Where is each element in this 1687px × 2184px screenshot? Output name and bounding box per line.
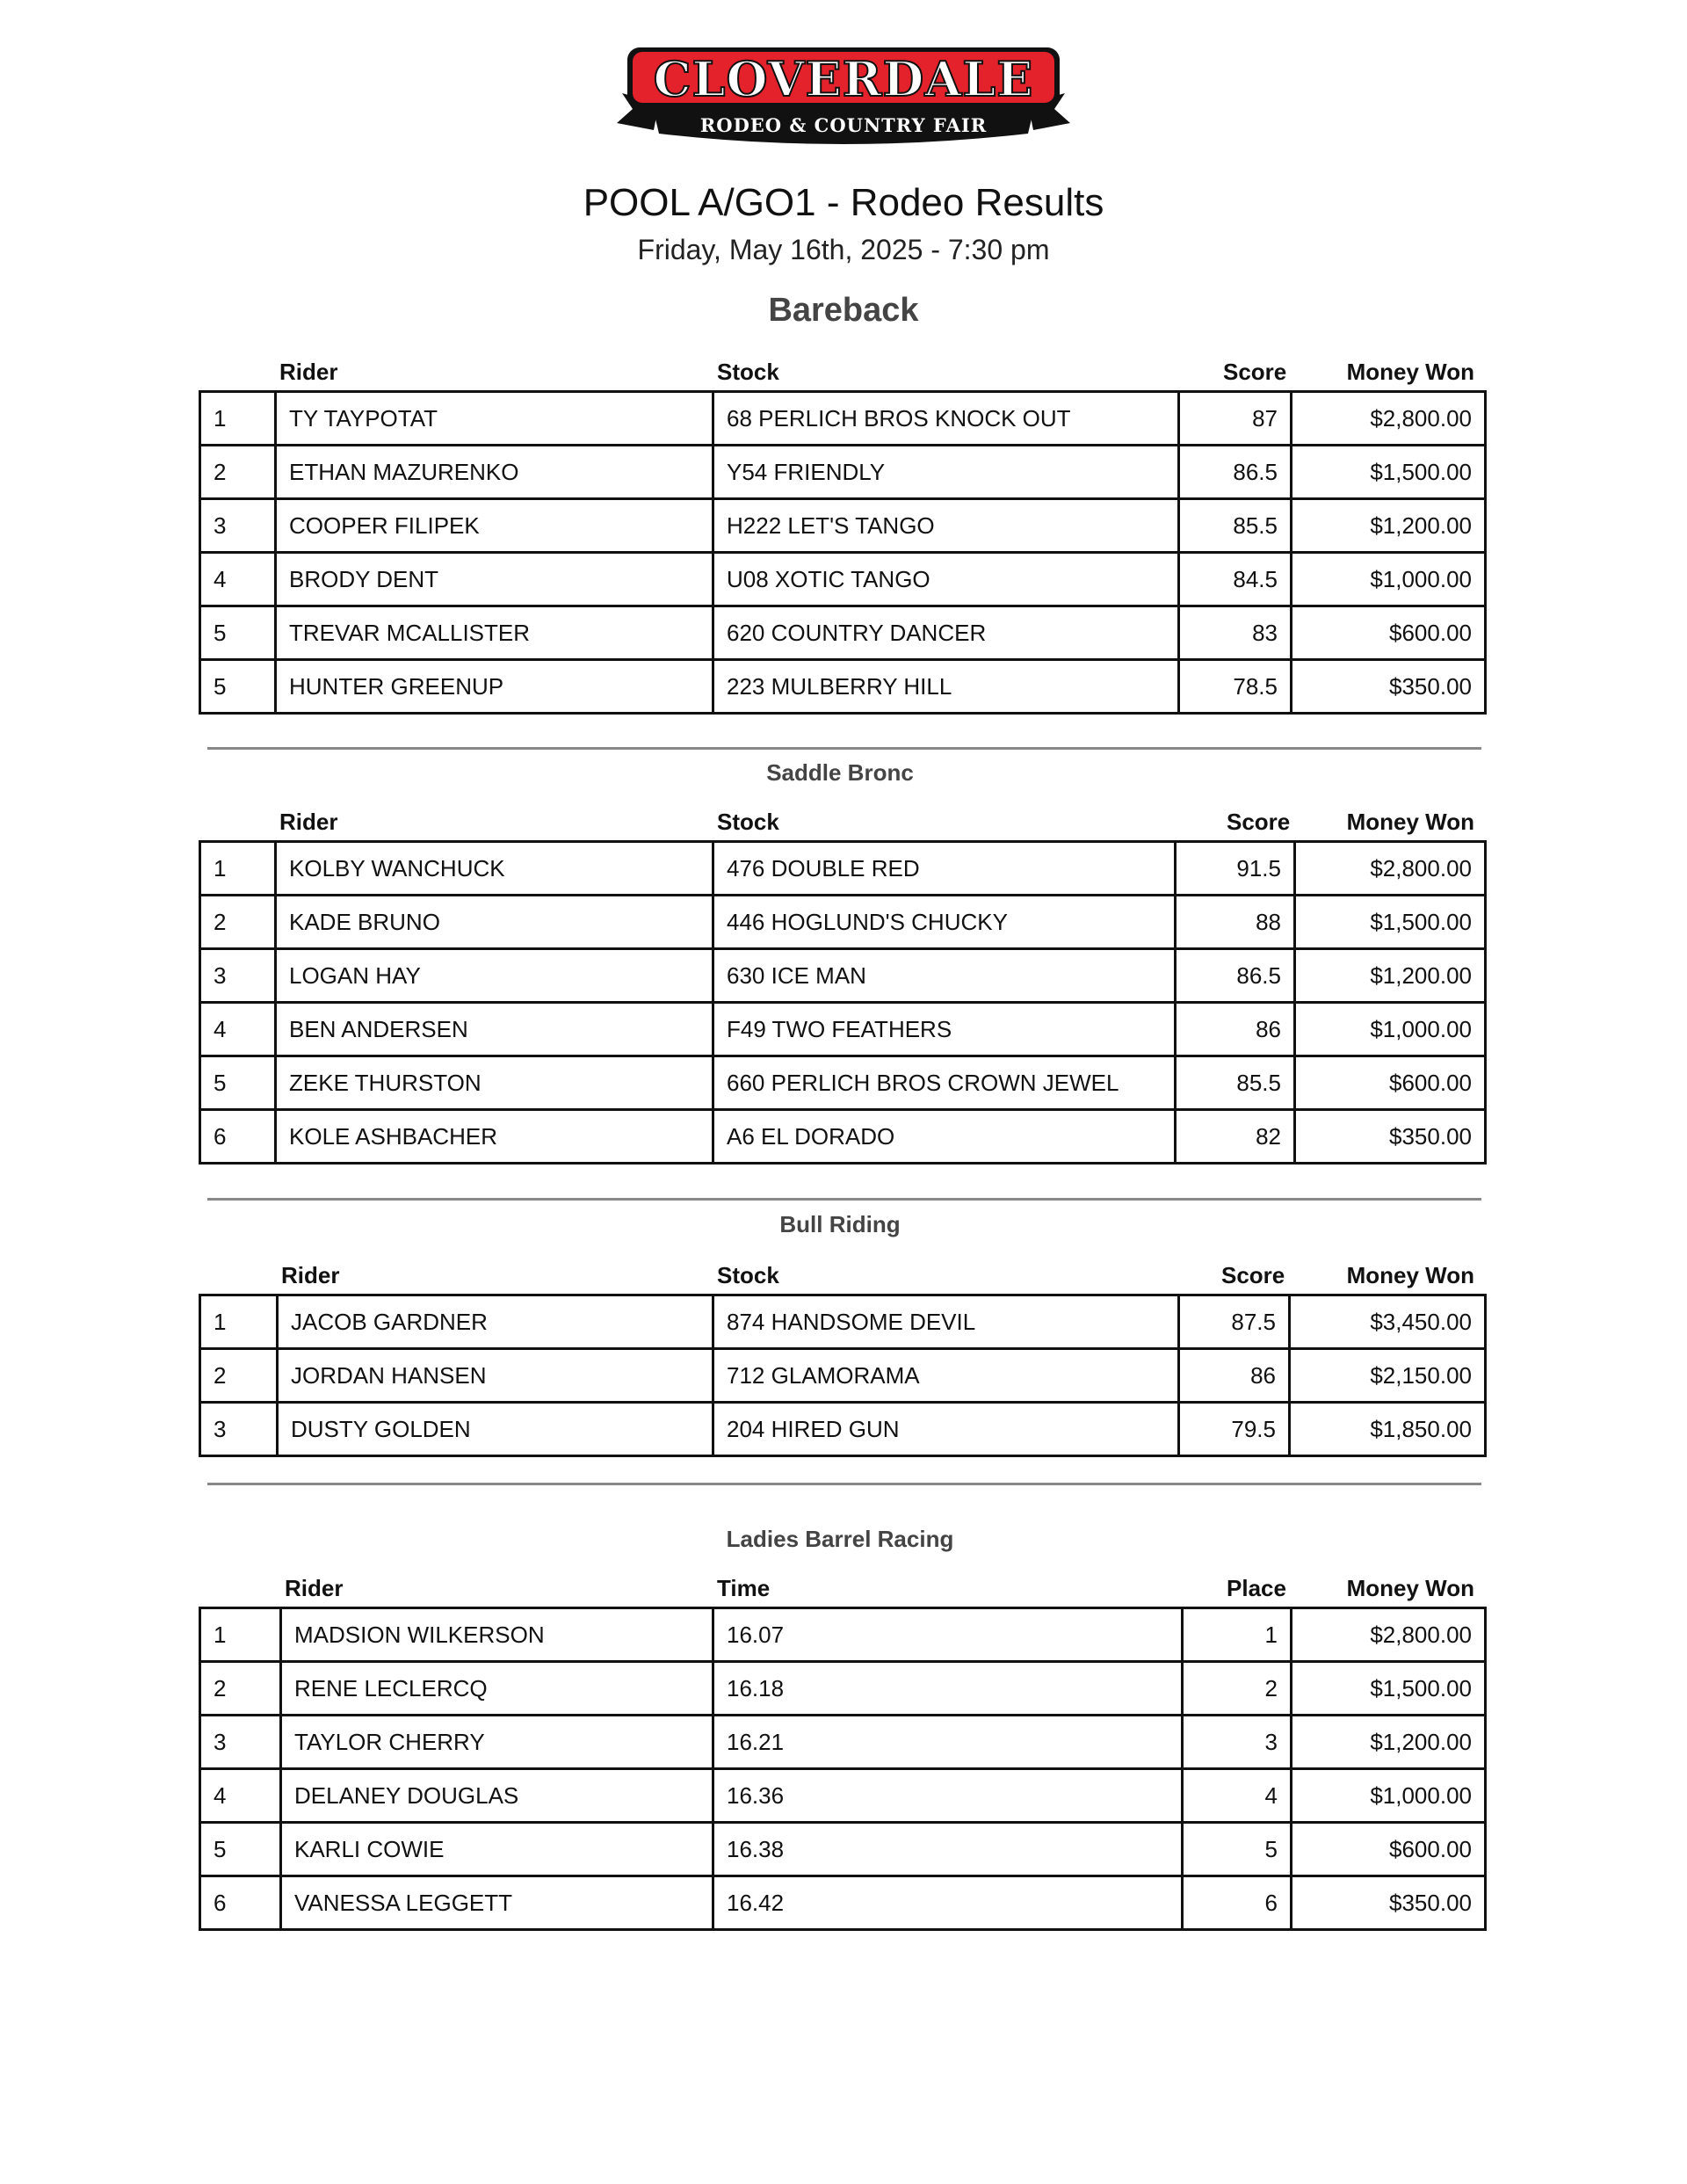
table-row xyxy=(200,1003,1486,1056)
col-score: Score xyxy=(1227,809,1291,835)
money-cell: $1,500.00 xyxy=(1295,896,1486,949)
rider-cell: KADE BRUNO xyxy=(276,896,713,949)
bareback-header xyxy=(199,359,1481,394)
stock-cell: H222 LET'S TANGO xyxy=(713,499,1179,553)
money-cell: $600.00 xyxy=(1295,1056,1486,1110)
place-cell: 1 xyxy=(200,1295,278,1349)
place-cell: 3 xyxy=(200,949,276,1003)
place-cell: 6 xyxy=(1183,1876,1292,1930)
stock-cell: 476 DOUBLE RED xyxy=(713,842,1176,896)
time-cell: 16.38 xyxy=(713,1823,1183,1876)
rider-cell: BEN ANDERSEN xyxy=(276,1003,713,1056)
col-rider: Rider xyxy=(279,809,338,835)
col-money: Money Won xyxy=(1346,809,1474,835)
saddle-bronc-header xyxy=(199,809,1481,844)
section-title-saddle-bronc: Saddle Bronc xyxy=(766,759,914,786)
stock-cell: 712 GLAMORAMA xyxy=(713,1349,1179,1403)
score-cell: 86 xyxy=(1176,1003,1295,1056)
rider-cell: LOGAN HAY xyxy=(276,949,713,1003)
time-cell: 16.36 xyxy=(713,1769,1183,1823)
rank-cell: 5 xyxy=(200,1823,281,1876)
rider-cell: HUNTER GREENUP xyxy=(276,660,713,714)
section-title-bareback: Bareback xyxy=(768,292,919,329)
money-cell: $600.00 xyxy=(1292,1823,1486,1876)
money-cell: $2,800.00 xyxy=(1292,1608,1486,1662)
divider xyxy=(207,1198,1481,1201)
rank-cell: 6 xyxy=(200,1876,281,1930)
rider-cell: VANESSA LEGGETT xyxy=(281,1876,713,1930)
stock-cell: 223 MULBERRY HILL xyxy=(713,660,1179,714)
money-cell: $2,150.00 xyxy=(1290,1349,1486,1403)
place-cell: 4 xyxy=(1183,1769,1292,1823)
rider-cell: DELANEY DOUGLAS xyxy=(281,1769,713,1823)
stock-cell: 204 HIRED GUN xyxy=(713,1403,1179,1456)
event-date: Friday, May 16th, 2025 - 7:30 pm xyxy=(637,234,1050,265)
stock-cell: 660 PERLICH BROS CROWN JEWEL xyxy=(713,1056,1176,1110)
bull-riding-header xyxy=(199,1262,1481,1297)
divider xyxy=(207,1483,1481,1485)
table-row xyxy=(200,1608,1486,1662)
rider-cell: KARLI COWIE xyxy=(281,1823,713,1876)
money-cell: $1,850.00 xyxy=(1290,1403,1486,1456)
cloverdale-rodeo-logo xyxy=(615,42,1072,146)
score-cell: 86.5 xyxy=(1179,446,1292,499)
table-row xyxy=(200,1295,1486,1349)
money-cell: $1,000.00 xyxy=(1292,1769,1486,1823)
col-stock: Stock xyxy=(717,1262,779,1288)
score-cell: 83 xyxy=(1179,606,1292,660)
stock-cell: 446 HOGLUND'S CHUCKY xyxy=(713,896,1176,949)
score-cell: 79.5 xyxy=(1179,1403,1290,1456)
table-row xyxy=(200,1823,1486,1876)
table-row xyxy=(200,896,1486,949)
table-row xyxy=(200,1716,1486,1769)
time-cell: 16.21 xyxy=(713,1716,1183,1769)
money-cell: $1,200.00 xyxy=(1292,499,1486,553)
money-cell: $600.00 xyxy=(1292,606,1486,660)
svg-text:RODEO & COUNTRY FAIR: RODEO & COUNTRY FAIR xyxy=(699,114,988,136)
rider-cell: JACOB GARDNER xyxy=(278,1295,713,1349)
bareback-table xyxy=(199,390,1487,715)
stock-cell: U08 XOTIC TANGO xyxy=(713,553,1179,606)
stock-cell: 874 HANDSOME DEVIL xyxy=(713,1295,1179,1349)
table-row xyxy=(200,553,1486,606)
score-cell: 84.5 xyxy=(1179,553,1292,606)
money-cell: $1,200.00 xyxy=(1295,949,1486,1003)
money-cell: $1,000.00 xyxy=(1292,553,1486,606)
place-cell: 1 xyxy=(200,392,276,446)
table-row xyxy=(200,1876,1486,1930)
section-title-bull-riding: Bull Riding xyxy=(779,1211,901,1237)
score-cell: 91.5 xyxy=(1176,842,1295,896)
col-rider: Rider xyxy=(281,1262,340,1288)
table-row xyxy=(200,392,1486,446)
rider-cell: TREVAR MCALLISTER xyxy=(276,606,713,660)
place-cell: 3 xyxy=(1183,1716,1292,1769)
col-time: Time xyxy=(717,1575,771,1601)
stock-cell: 68 PERLICH BROS KNOCK OUT xyxy=(713,392,1179,446)
col-rider: Rider xyxy=(279,359,338,385)
money-cell: $350.00 xyxy=(1295,1110,1486,1164)
rider-cell: RENE LECLERCQ xyxy=(281,1662,713,1716)
rank-cell: 4 xyxy=(200,1769,281,1823)
place-cell: 5 xyxy=(1183,1823,1292,1876)
score-cell: 82 xyxy=(1176,1110,1295,1164)
money-cell: $3,450.00 xyxy=(1290,1295,1486,1349)
table-row xyxy=(200,1349,1486,1403)
score-cell: 85.5 xyxy=(1179,499,1292,553)
place-cell: 4 xyxy=(200,553,276,606)
table-row xyxy=(200,949,1486,1003)
place-cell: 2 xyxy=(200,1349,278,1403)
table-row xyxy=(200,660,1486,714)
table-row xyxy=(200,1056,1486,1110)
time-cell: 16.42 xyxy=(713,1876,1183,1930)
place-cell: 5 xyxy=(200,1056,276,1110)
rank-cell: 1 xyxy=(200,1608,281,1662)
place-cell: 3 xyxy=(200,499,276,553)
bull-riding-table xyxy=(199,1294,1487,1457)
svg-text:CLOVERDALE: CLOVERDALE xyxy=(653,51,1034,107)
col-stock: Stock xyxy=(717,809,779,835)
table-row xyxy=(200,499,1486,553)
rider-cell: COOPER FILIPEK xyxy=(276,499,713,553)
score-cell: 85.5 xyxy=(1176,1056,1295,1110)
col-score: Score xyxy=(1221,1262,1285,1288)
stock-cell: Y54 FRIENDLY xyxy=(713,446,1179,499)
place-cell: 2 xyxy=(1183,1662,1292,1716)
money-cell: $350.00 xyxy=(1292,1876,1486,1930)
table-row xyxy=(200,1662,1486,1716)
divider xyxy=(207,747,1481,750)
table-row xyxy=(200,446,1486,499)
rider-cell: ZEKE THURSTON xyxy=(276,1056,713,1110)
score-cell: 88 xyxy=(1176,896,1295,949)
place-cell: 3 xyxy=(200,1403,278,1456)
rank-cell: 2 xyxy=(200,1662,281,1716)
money-cell: $350.00 xyxy=(1292,660,1486,714)
rider-cell: TAYLOR CHERRY xyxy=(281,1716,713,1769)
score-cell: 86 xyxy=(1179,1349,1290,1403)
money-cell: $1,500.00 xyxy=(1292,446,1486,499)
saddle-bronc-table xyxy=(199,840,1487,1165)
place-cell: 1 xyxy=(1183,1608,1292,1662)
score-cell: 86.5 xyxy=(1176,949,1295,1003)
time-cell: 16.18 xyxy=(713,1662,1183,1716)
col-rider: Rider xyxy=(285,1575,344,1601)
rider-cell: KOLE ASHBACHER xyxy=(276,1110,713,1164)
col-money: Money Won xyxy=(1346,1575,1474,1601)
place-cell: 6 xyxy=(200,1110,276,1164)
page-title: POOL A/GO1 - Rodeo Results xyxy=(583,181,1104,224)
stock-cell: 630 ICE MAN xyxy=(713,949,1176,1003)
rider-cell: TY TAYPOTAT xyxy=(276,392,713,446)
barrel-racing-header xyxy=(199,1575,1481,1610)
rider-cell: MADSION WILKERSON xyxy=(281,1608,713,1662)
place-cell: 1 xyxy=(200,842,276,896)
place-cell: 2 xyxy=(200,896,276,949)
table-row xyxy=(200,606,1486,660)
score-cell: 87 xyxy=(1179,392,1292,446)
time-cell: 16.07 xyxy=(713,1608,1183,1662)
place-cell: 2 xyxy=(200,446,276,499)
barrel-racing-table xyxy=(199,1607,1487,1931)
rider-cell: DUSTY GOLDEN xyxy=(278,1403,713,1456)
col-place: Place xyxy=(1227,1575,1286,1601)
section-title-barrel-racing: Ladies Barrel Racing xyxy=(726,1526,954,1552)
stock-cell: F49 TWO FEATHERS xyxy=(713,1003,1176,1056)
col-score: Score xyxy=(1223,359,1287,385)
money-cell: $1,000.00 xyxy=(1295,1003,1486,1056)
score-cell: 87.5 xyxy=(1179,1295,1290,1349)
col-money: Money Won xyxy=(1346,1262,1474,1288)
rider-cell: JORDAN HANSEN xyxy=(278,1349,713,1403)
score-cell: 78.5 xyxy=(1179,660,1292,714)
money-cell: $2,800.00 xyxy=(1295,842,1486,896)
table-row xyxy=(200,1110,1486,1164)
place-cell: 5 xyxy=(200,660,276,714)
col-stock: Stock xyxy=(717,359,779,385)
place-cell: 5 xyxy=(200,606,276,660)
money-cell: $1,200.00 xyxy=(1292,1716,1486,1769)
rider-cell: ETHAN MAZURENKO xyxy=(276,446,713,499)
table-row xyxy=(200,1403,1486,1456)
place-cell: 4 xyxy=(200,1003,276,1056)
rider-cell: KOLBY WANCHUCK xyxy=(276,842,713,896)
stock-cell: 620 COUNTRY DANCER xyxy=(713,606,1179,660)
money-cell: $1,500.00 xyxy=(1292,1662,1486,1716)
rank-cell: 3 xyxy=(200,1716,281,1769)
table-row xyxy=(200,1769,1486,1823)
rider-cell: BRODY DENT xyxy=(276,553,713,606)
table-row xyxy=(200,842,1486,896)
stock-cell: A6 EL DORADO xyxy=(713,1110,1176,1164)
col-money: Money Won xyxy=(1346,359,1474,385)
money-cell: $2,800.00 xyxy=(1292,392,1486,446)
